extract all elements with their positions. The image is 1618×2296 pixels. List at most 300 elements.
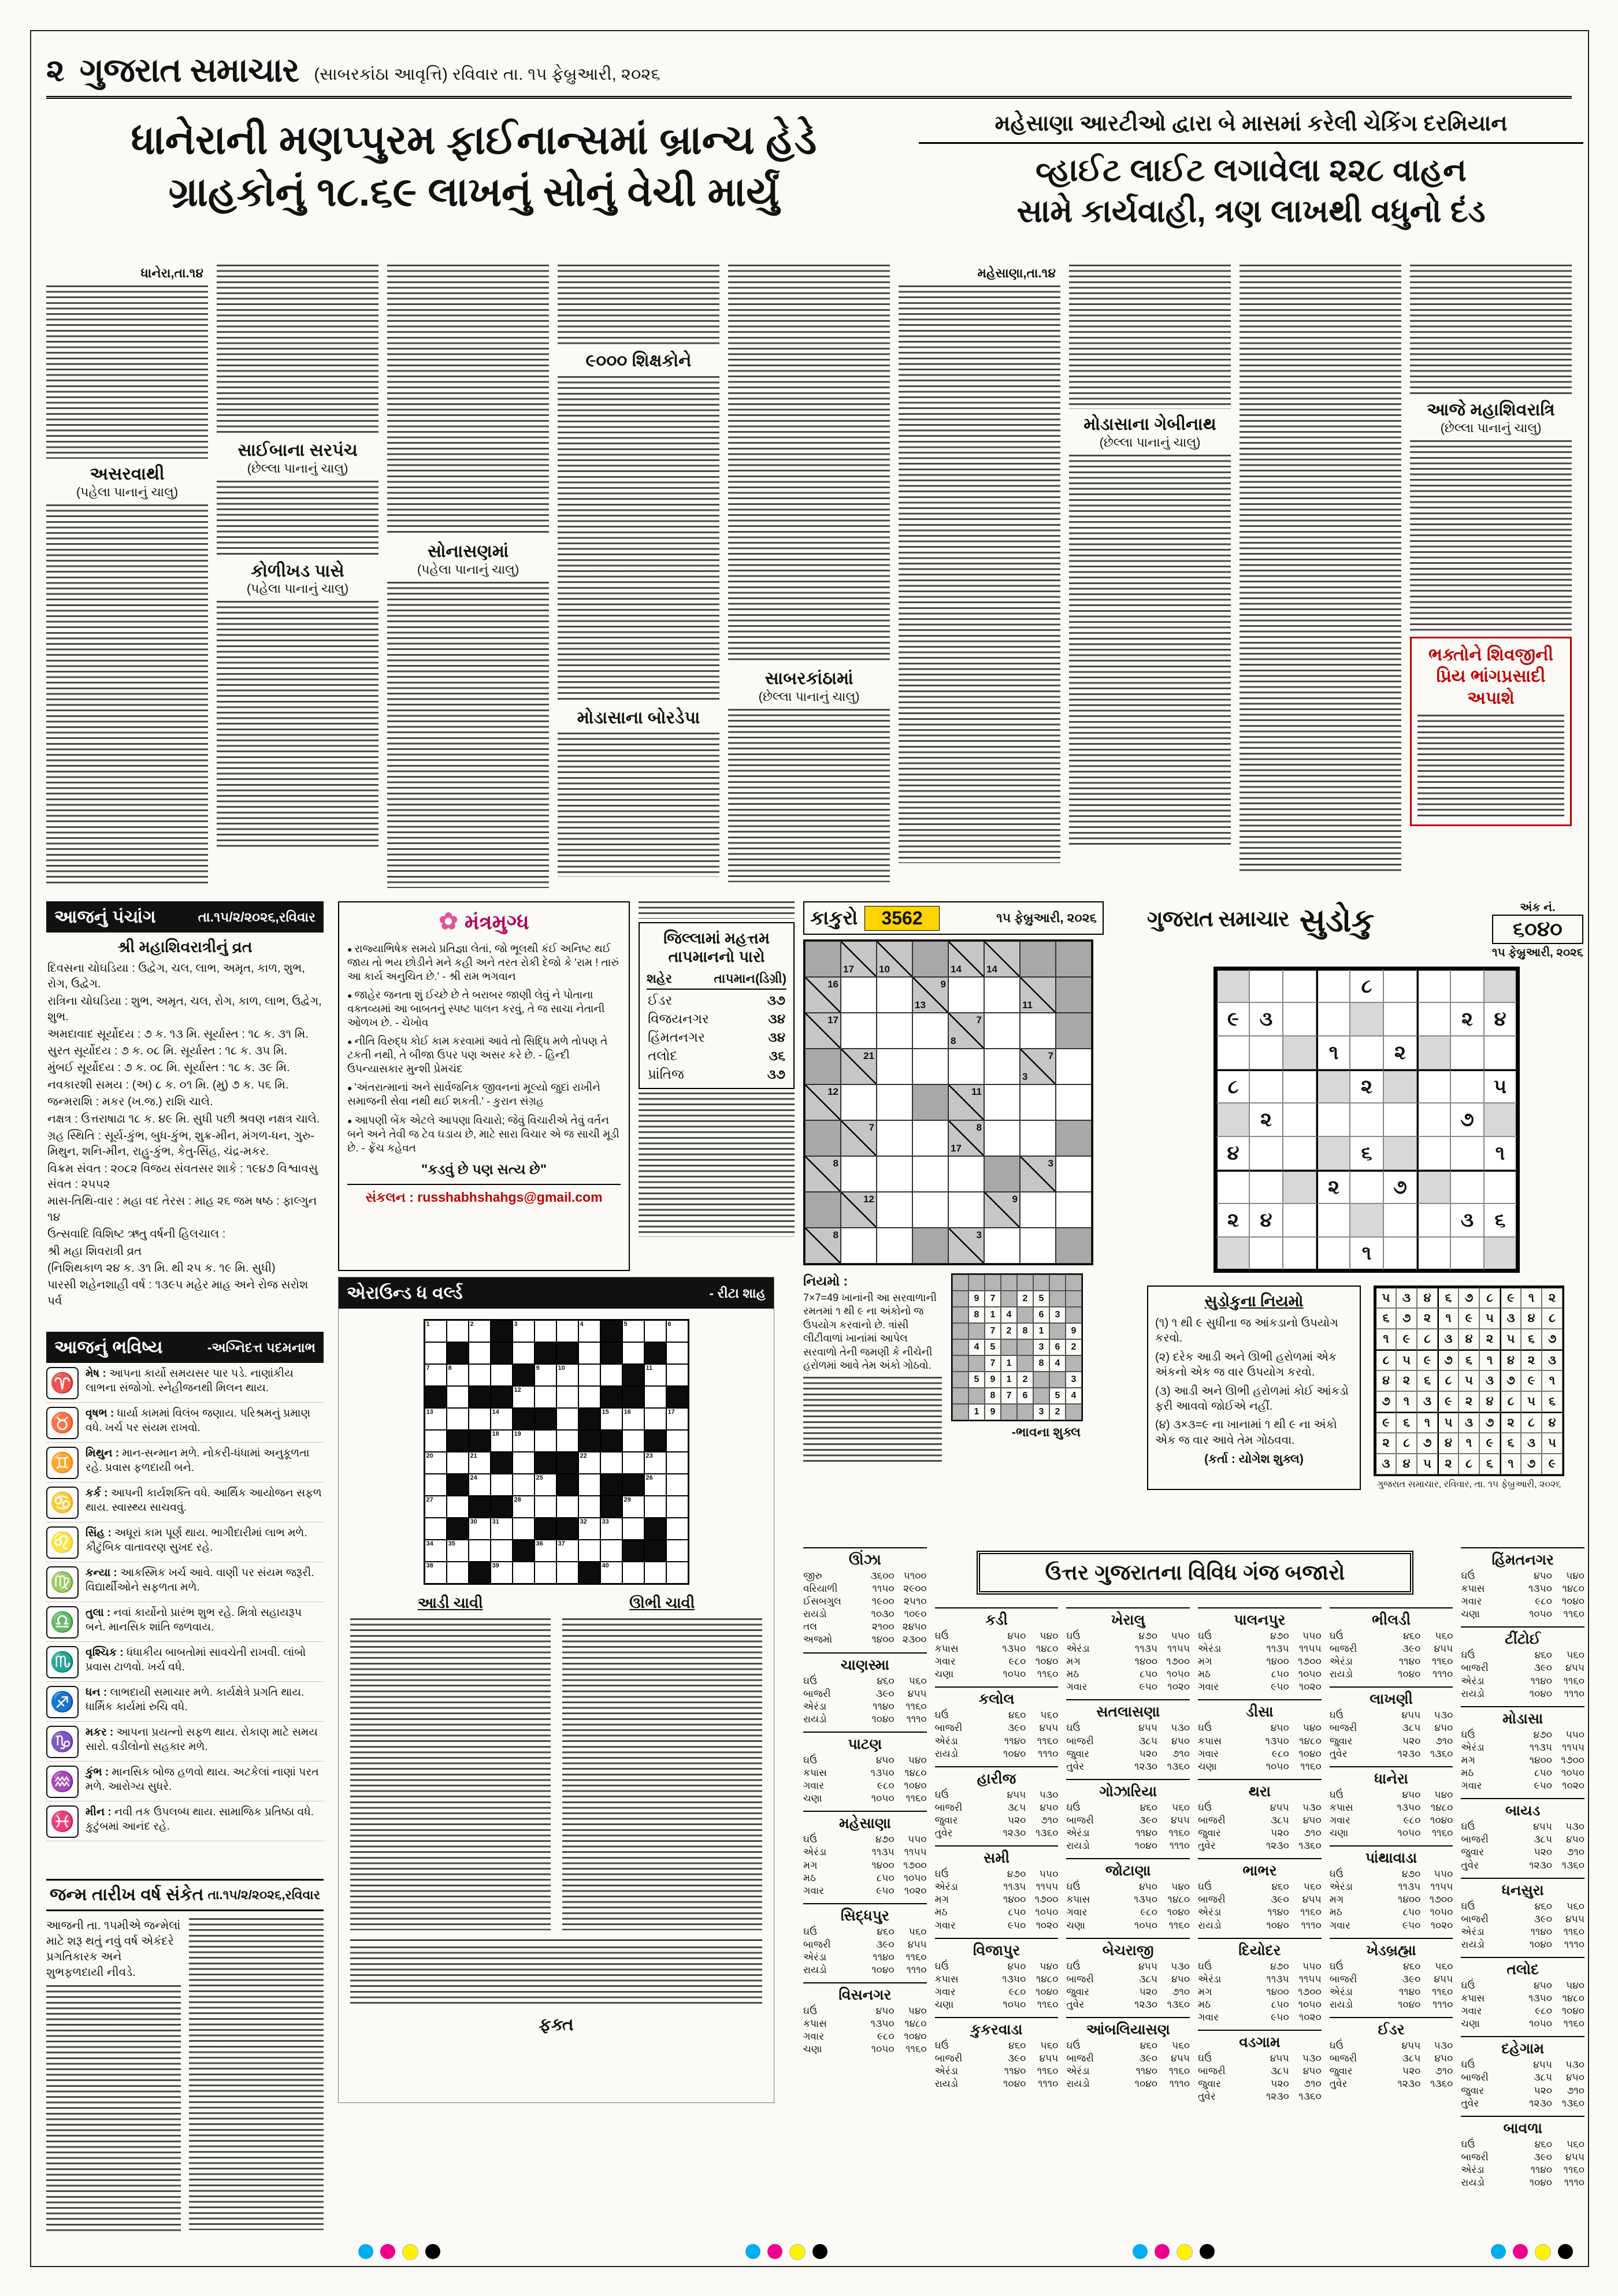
price-high: ૧૧૬૦ xyxy=(1563,2164,1585,2175)
second-headline xyxy=(919,111,1583,232)
kakuro-solution-cell: 3 xyxy=(1033,1404,1049,1420)
market-name: કડી xyxy=(935,1607,1059,1630)
crossword-cell xyxy=(578,1408,600,1430)
registration-dot xyxy=(425,2244,440,2259)
kakuro-solution-cell xyxy=(1001,1339,1017,1355)
crossword-cell xyxy=(600,1364,622,1386)
price-high: ૧૧૧૦ xyxy=(1301,1919,1322,1931)
panchang-header-bar xyxy=(46,901,324,932)
subhead-continuation: (પહેલા પાનાનું ચાલુ) xyxy=(246,581,349,596)
kakuro-cell xyxy=(948,941,984,977)
price-low: ૧૧૪૦ xyxy=(873,1700,895,1712)
sudoku-solution-cell: ૪ xyxy=(1375,1370,1396,1391)
body-text-block xyxy=(1069,455,1231,848)
sudoku-solution-cell: ૭ xyxy=(1500,1370,1521,1391)
price-low: ૧૧૪૦ xyxy=(1135,2065,1158,2077)
commodity-name: જુવાર xyxy=(1461,1847,1484,1858)
kakuro-cell xyxy=(805,1049,841,1084)
kakuro-solution-cell xyxy=(1049,1275,1066,1291)
market-price-row xyxy=(1330,1748,1453,1760)
crossword-cell xyxy=(425,1562,447,1584)
kakuro-down-clue: 17 xyxy=(951,1143,962,1154)
price-low: ૯૮૦ xyxy=(1008,1986,1026,1997)
price-low: ૧૦૪૦ xyxy=(1529,1938,1553,1950)
sudoku-cell xyxy=(1383,1069,1417,1103)
commodity-name: ઘઉં xyxy=(1066,1881,1081,1893)
kakuro-cell xyxy=(1056,1084,1092,1120)
horoscope-section xyxy=(46,1332,324,1872)
print-registration-marks xyxy=(358,2244,440,2260)
crossword-cell xyxy=(622,1364,644,1386)
market-price-row xyxy=(935,1906,1059,1919)
market-price-row xyxy=(935,1789,1059,1801)
mantra-quote: ● 'અંતરાત્માનાં અને સાર્વજનિક જીવનનાં મૂલ્યો જુદાં રાખીને સમાજની સેવા નથી થઈ શકતી.' - કુરાન સંગ્રહ xyxy=(347,1078,621,1110)
sudoku-solution-cell: ૩ xyxy=(1375,1454,1396,1474)
price-high: ૪૫૦ xyxy=(1302,1814,1322,1826)
sudoku-solution-cell: ૯ xyxy=(1459,1308,1479,1329)
sudoku-cell xyxy=(1450,1136,1484,1170)
sudoku-footer-line: ગુજરાત સમાચાર, રવિવાર, તા. ૧૫ ફેબ્રુઆરી, ૨૦૨૬ xyxy=(1376,1480,1561,1489)
price-high: ૫૬૦ xyxy=(908,1675,927,1686)
commodity-name: એરંડા xyxy=(1066,1827,1090,1839)
story-column-3 xyxy=(387,265,549,893)
sudoku-cell xyxy=(1316,1237,1350,1270)
kakuro-solution-cell xyxy=(1001,1291,1017,1307)
sudoku-cell xyxy=(1283,1136,1316,1170)
kakuro-solution-cell: 4 xyxy=(1066,1388,1082,1404)
registration-dot xyxy=(812,2244,827,2259)
kakuro-cell xyxy=(984,977,1020,1013)
market-price-row xyxy=(1461,1570,1584,1582)
price-high: ૧૧૬૦ xyxy=(1431,1827,1453,1839)
price-low: ૩૮૫ xyxy=(1402,2053,1421,2064)
market-price-row xyxy=(1066,1814,1190,1827)
crossword-cell xyxy=(644,1496,666,1518)
market-price-row xyxy=(935,1801,1059,1814)
kakuro-solution-cell xyxy=(1066,1275,1082,1291)
market-block xyxy=(1066,1607,1190,1693)
price-low: ૪૫૦ xyxy=(1270,1722,1289,1734)
price-low: ૧૧૪૦ xyxy=(1004,1735,1026,1747)
kakuro-solution-cell xyxy=(968,1323,985,1339)
crossword-cell xyxy=(535,1320,556,1342)
crossword-cell xyxy=(513,1430,535,1452)
market-price-row xyxy=(1198,1881,1322,1893)
market-price-row xyxy=(1330,1881,1453,1893)
crossword-cell xyxy=(666,1540,688,1562)
price-low: ૩૯૦ xyxy=(1402,1973,1421,1985)
crossword-cell xyxy=(600,1562,622,1584)
sudoku-solution-cell: ૩ xyxy=(1459,1412,1479,1433)
crossword-cell xyxy=(600,1518,622,1540)
price-high: ૧૭૦૦ xyxy=(1298,1656,1322,1667)
commodity-name: ઘઉં xyxy=(934,1960,949,1972)
price-high: ૧૧૫૫ xyxy=(1298,1973,1322,1985)
price-low: ૮૫૦ xyxy=(1271,1998,1289,2010)
market-column-3 xyxy=(1066,1541,1190,2232)
price-low: ૪૭૦ xyxy=(1270,1630,1289,1641)
clue-text-block xyxy=(350,1618,551,1930)
subhead-line: અસરવાથી xyxy=(90,465,165,484)
panchang-line: શ્રી મહા શિવરાત્રી વ્રત xyxy=(47,1244,142,1258)
sudoku-cell xyxy=(1450,1069,1484,1103)
market-name: બાવળા xyxy=(1461,2116,1584,2138)
market-price-row xyxy=(1198,2090,1322,2103)
kakuro-cell xyxy=(877,1049,912,1084)
kakuro-solution-cell xyxy=(1001,1275,1017,1291)
price-low: ૯૮૦ xyxy=(1140,1907,1158,1918)
commodity-name: ચણા xyxy=(1329,1827,1349,1839)
crossword-cell xyxy=(513,1474,535,1496)
kakuro-solution-cell xyxy=(968,1355,985,1372)
market-price-row xyxy=(1066,1881,1190,1893)
commodity-name: બાજરી xyxy=(1461,2151,1489,2163)
sudoku-number-block xyxy=(1492,901,1583,960)
commodity-name: ઘઉં xyxy=(1329,1960,1344,1972)
crossword-cell xyxy=(535,1408,556,1430)
commodity-name: ગવાર xyxy=(803,1885,824,1896)
kakuro-down-clue: 3 xyxy=(1022,1071,1028,1082)
market-price-row xyxy=(803,1938,927,1951)
sudoku-solution-cell: ૬ xyxy=(1542,1391,1563,1412)
body-text-block xyxy=(639,901,795,919)
market-block xyxy=(935,1766,1059,1840)
subhead-continuation: (છેલ્લા પાનાનું ચાલુ) xyxy=(758,689,860,704)
market-block xyxy=(935,2017,1059,2090)
commodity-name: બાજરી xyxy=(803,1938,831,1950)
sudoku-solution-cell: ૬ xyxy=(1459,1350,1479,1370)
market-name: ડીસા xyxy=(1198,1699,1322,1722)
crossword-cell-number: 35 xyxy=(448,1540,455,1547)
across-clues xyxy=(350,1594,551,1930)
zodiac-forecast: કન્યા : આકસ્મિક ખર્ચ આવે. વાણી પર સંયમ જરૂરી. વિદ્યાર્થીઓને સફળતા મળે. xyxy=(86,1567,314,1593)
crossword-cell-number: 38 xyxy=(426,1562,433,1569)
sudoku-cell xyxy=(1316,1069,1350,1103)
price-high: ૧૦૨૦ xyxy=(1036,1919,1059,1931)
price-low: ૧૧૪૦ xyxy=(1530,1926,1553,1937)
sudoku-solution-grid xyxy=(1374,1286,1564,1476)
price-low: ૪૫૦ xyxy=(875,2005,895,2017)
mantra-credit-email: સંકલન : russhabhshahgs@gmail.com xyxy=(347,1184,621,1205)
market-price-row xyxy=(1461,1779,1584,1792)
price-low: ૮૫૦ xyxy=(1140,1669,1158,1680)
commodity-name: ઘઉં xyxy=(934,2039,949,2051)
market-price-row xyxy=(1461,2164,1584,2176)
kakuro-cell xyxy=(984,1228,1020,1264)
commodity-name: એરંડા xyxy=(1461,1741,1485,1753)
zodiac-icon: ♑ xyxy=(46,1726,79,1758)
price-high: ૨૫૧૦ xyxy=(903,1596,927,1607)
price-low: ૧૦૫૦ xyxy=(1003,1998,1026,2010)
market-block xyxy=(1066,1779,1190,1852)
market-price-row xyxy=(1066,1906,1190,1919)
body-text-block xyxy=(217,481,378,556)
sudoku-cell: ૮ xyxy=(1216,1069,1249,1103)
commodity-name: રાયડો xyxy=(1461,1688,1485,1699)
market-price-row xyxy=(1330,1735,1453,1748)
crossword-cell xyxy=(622,1386,644,1408)
market-price-row xyxy=(803,1951,927,1964)
crossword-byline: - રીટા શાહ xyxy=(709,1285,766,1301)
lead-headline xyxy=(46,114,901,218)
sudoku-cell xyxy=(1417,1203,1450,1237)
commodity-name: વરિયાળી xyxy=(803,1583,838,1595)
commodity-name: એરંડા xyxy=(1198,1643,1222,1655)
crossword-cell-number: 4 xyxy=(580,1321,584,1328)
commodity-name: ગવાર xyxy=(803,1780,824,1792)
crossword-cell xyxy=(622,1320,644,1342)
crossword-cell xyxy=(535,1452,556,1474)
sudoku-solution-cell: ૯ xyxy=(1500,1287,1521,1308)
price-high: ૧૧૬૦ xyxy=(1431,1986,1453,1997)
price-high: ૧૪૮૦ xyxy=(1299,1735,1322,1747)
kakuro-solution-cell xyxy=(1066,1404,1082,1420)
down-clues xyxy=(562,1594,763,1930)
story-column-2 xyxy=(217,265,378,893)
horoscope-title: આજનું ભવિષ્ય xyxy=(54,1336,163,1357)
market-price-row xyxy=(1330,2078,1453,2090)
commodity-name: ગવાર xyxy=(1198,1681,1219,1693)
market-price-row xyxy=(1066,1960,1190,1973)
horoscope-byline: -અગ્નિદત્ત પદમનાભ xyxy=(207,1339,316,1355)
price-high: ૧૦૪૦ xyxy=(1036,1986,1059,1997)
crossword-cell xyxy=(491,1430,513,1452)
market-price-row xyxy=(1461,1662,1584,1674)
body-text-block xyxy=(217,265,378,435)
market-block xyxy=(803,1732,927,1805)
price-high: ૧૧૬૦ xyxy=(906,2044,927,2055)
crossword-cell-number: 6 xyxy=(667,1321,671,1328)
crossword-cell-number: 23 xyxy=(645,1452,653,1459)
price-high: ૧૦૫૦ xyxy=(1430,1907,1453,1918)
price-low: ૧૨૩૦ xyxy=(1529,2097,1553,2109)
market-block xyxy=(935,1607,1059,1681)
crossword-cell xyxy=(644,1540,666,1562)
crossword-cell-number: 9 xyxy=(536,1365,540,1372)
sudoku-cell: ૨ xyxy=(1383,1036,1417,1069)
market-price-row xyxy=(1330,1919,1453,1932)
crossword-cell xyxy=(622,1518,644,1540)
market-price-row xyxy=(1461,1741,1584,1754)
price-high: ૧૧૧૦ xyxy=(1433,1998,1453,2010)
commodity-name: એરંડા xyxy=(934,2065,958,2077)
crossword-cell xyxy=(469,1364,491,1386)
commodity-name: ઘઉં xyxy=(1198,1881,1212,1893)
price-low: ૧૦૫૦ xyxy=(1529,2018,1553,2030)
subhead-continuation: (છેલ્લા પાનાનું ચાલુ) xyxy=(1440,420,1542,435)
market-name: ઈડર xyxy=(1330,2017,1453,2039)
commodity-name: મગ xyxy=(1329,1894,1344,1905)
market-price-row xyxy=(1461,2138,1584,2151)
market-price-row xyxy=(1330,1630,1453,1643)
story-column-1 xyxy=(46,265,208,893)
market-price-row xyxy=(1330,1868,1453,1881)
temperature-col-city: શહેર xyxy=(647,971,672,986)
market-name: પાલનપુર xyxy=(1198,1607,1322,1630)
registration-dot xyxy=(1513,2244,1528,2259)
zodiac-row xyxy=(46,1363,324,1403)
price-high: ૧૧૫૫ xyxy=(1298,1643,1322,1655)
price-low: ૪૭૦ xyxy=(1007,1868,1026,1880)
kakuro-solution-cell: 2 xyxy=(1001,1323,1017,1339)
price-low: ૩૯૦ xyxy=(1139,1814,1158,1826)
kakuro-solution-cell xyxy=(1033,1388,1049,1404)
crossword-cell xyxy=(535,1386,556,1408)
kakuro-solution-cell xyxy=(1017,1275,1033,1291)
price-high: ૭૧૦ xyxy=(1304,1827,1322,1839)
price-low: ૧૦૪૦ xyxy=(1529,2177,1553,2188)
kakuro-cell xyxy=(1020,1156,1056,1192)
price-low: ૪૫૦ xyxy=(1534,1570,1553,1581)
price-high: ૫૬૦ xyxy=(1172,1801,1190,1813)
kakuro-solution-cell xyxy=(968,1275,985,1291)
price-high: ૧૭૦૦ xyxy=(1298,1986,1322,1997)
market-block xyxy=(1330,1686,1453,1760)
body-text-block xyxy=(46,504,208,886)
crossword-cell xyxy=(666,1386,688,1408)
commodity-name: ઘઉં xyxy=(1461,1821,1475,1833)
market-block xyxy=(935,1686,1059,1760)
crossword-cell-number: 36 xyxy=(536,1540,543,1547)
commodity-name: ગવાર xyxy=(1329,1814,1350,1826)
zodiac-row xyxy=(46,1562,324,1602)
kakuro-cell xyxy=(912,1228,948,1264)
price-high: ૧૩૬૦ xyxy=(1430,2078,1453,2090)
kakuro-down-clue: 8 xyxy=(951,1035,956,1046)
sudoku-solution-cell: ૭ xyxy=(1375,1391,1396,1412)
zodiac-row xyxy=(46,1483,324,1522)
crossword-clues xyxy=(339,1585,774,1930)
sudoku-cell: ૭ xyxy=(1383,1170,1417,1203)
price-high: ૭૧૦ xyxy=(1040,1814,1059,1826)
market-price-row xyxy=(1461,2005,1584,2018)
kakuro-solution-cell: 9 xyxy=(968,1291,985,1307)
price-high: ૧૧૬૦ xyxy=(1300,1760,1322,1772)
price-low: ૯૫૦ xyxy=(1007,1919,1026,1931)
kakuro-solution-cell: 6 xyxy=(1049,1339,1066,1355)
body-text-block xyxy=(189,1918,324,2230)
crossword-cell xyxy=(469,1408,491,1430)
price-high: ૧૧૫૫ xyxy=(904,1847,927,1858)
price-high: ૪૫૦ xyxy=(1040,1801,1059,1813)
price-low: ૧૧૪૦ xyxy=(1398,1656,1421,1667)
article-subhead xyxy=(217,556,378,601)
kakuro-down-clue: 14 xyxy=(986,964,997,975)
price-high: ૧૩૬૦ xyxy=(1561,2097,1585,2109)
sudoku-cell xyxy=(1350,1002,1383,1036)
market-name: બેચરાજી xyxy=(1066,1938,1190,1960)
price-high: ૪૫૫ xyxy=(1171,2053,1190,2064)
zodiac-icon: ♐ xyxy=(46,1686,79,1718)
kakuro-solution-cell: 2 xyxy=(1066,1339,1082,1355)
price-low: ૧૧૩૫ xyxy=(1266,1973,1289,1985)
body-text-block xyxy=(1410,265,1572,395)
sudoku-solution-cell: ૫ xyxy=(1417,1454,1438,1474)
kakuro-solution-cell xyxy=(1033,1372,1049,1388)
price-high: ૧૧૬૦ xyxy=(1168,2065,1190,2077)
mantra-closing-line: "કડવું છે પણ સત્ય છે" xyxy=(421,1161,547,1177)
price-low: ૩૮૫ xyxy=(1270,2065,1289,2077)
commodity-name: કપાસ xyxy=(1461,1993,1485,2004)
sudoku-cell xyxy=(1283,1069,1316,1103)
price-low: ૧૦૫૦ xyxy=(1266,1760,1289,1772)
crossword-cell xyxy=(666,1408,688,1430)
price-low: ૯૫૦ xyxy=(1534,1780,1553,1792)
kakuro-cell xyxy=(805,1013,841,1049)
price-low: ૩૯૦ xyxy=(1534,1913,1553,1925)
crossword-cell xyxy=(556,1408,578,1430)
price-high: ૧૧૫૫ xyxy=(1562,1741,1585,1753)
commodity-name: ઘઉં xyxy=(1329,1710,1344,1721)
price-low: ૩૯૦ xyxy=(1271,1894,1289,1905)
story-column-5 xyxy=(728,265,890,893)
crossword-cell-number: 15 xyxy=(602,1409,609,1416)
market-price-row xyxy=(1198,1801,1322,1814)
market-price-row xyxy=(803,1608,927,1621)
crossword-cell xyxy=(556,1320,578,1342)
sudoku-solution-cell: ૬ xyxy=(1521,1329,1542,1350)
crossword-cell-number: 2 xyxy=(470,1321,474,1328)
commodity-name: જુવાર xyxy=(1198,2078,1221,2090)
kakuro-solution-cell: 4 xyxy=(968,1339,985,1355)
market-price-row xyxy=(935,1827,1059,1840)
price-high: ૧૦૨૦ xyxy=(1298,2011,1322,2023)
kakuro-title: કાકુરો xyxy=(810,906,858,929)
price-high: ૧૧૫૫ xyxy=(1036,1881,1059,1893)
commodity-name: બાજરી xyxy=(1329,1643,1357,1655)
price-low: ૪૫૦ xyxy=(875,1754,895,1766)
market-block xyxy=(1461,1547,1584,1621)
kakuro-cell xyxy=(948,1013,984,1049)
commodity-name: ગવાર xyxy=(934,1986,956,1997)
commodity-name: બાજરી xyxy=(1066,2053,1094,2064)
price-low: ૧૪૦૦ xyxy=(1529,1754,1553,1766)
commodity-name: એરંડા xyxy=(1461,1675,1485,1686)
price-high: ૧૩૬૦ xyxy=(1035,1827,1059,1839)
sudoku-solution-cell: ૭ xyxy=(1459,1287,1479,1308)
crossword-cell-number: 34 xyxy=(426,1540,433,1547)
commodity-name: મગ xyxy=(1461,1754,1475,1766)
price-high: ૫૬૦ xyxy=(1435,1960,1453,1972)
market-price-row xyxy=(1330,2052,1453,2065)
market-block xyxy=(1330,1845,1453,1931)
crossword-cell-number: 20 xyxy=(426,1452,433,1459)
kakuro-grid xyxy=(803,939,1093,1265)
price-low: ૮૫૦ xyxy=(1534,1767,1553,1779)
mantra-title: ✿ મંત્રમુગ્ધ xyxy=(439,909,529,934)
sudoku-cell xyxy=(1484,969,1517,1002)
commodity-name: અજમો xyxy=(803,1634,833,1645)
price-low: ૮૫૦ xyxy=(876,1872,895,1883)
market-price-row xyxy=(803,1700,927,1713)
price-low: ૧૧૩૫ xyxy=(1398,1881,1421,1893)
price-high: ૧૧૬૦ xyxy=(1037,2065,1059,2077)
price-low: ૧૧૪૦ xyxy=(1004,2065,1026,2077)
sudoku-solution-cell: ૩ xyxy=(1396,1287,1417,1308)
market-price-row xyxy=(1330,1893,1453,1906)
crossword-cell-number: 31 xyxy=(492,1518,499,1525)
crossword-section xyxy=(338,1277,774,2103)
market-name: કલોલ xyxy=(935,1686,1059,1709)
price-high: ૧૦૨૦ xyxy=(904,1885,927,1896)
price-high: ૧૪૮૦ xyxy=(904,2018,927,2030)
commodity-name: જીરુ xyxy=(803,1570,822,1581)
market-price-row xyxy=(803,2018,927,2030)
price-low: ૧૦૪૦ xyxy=(1398,1998,1421,2010)
price-high: ૧૦૪૦ xyxy=(1561,2005,1585,2017)
sudoku-cell xyxy=(1450,1036,1484,1069)
temperature-title: તાપમાનનો પારો xyxy=(668,948,765,966)
